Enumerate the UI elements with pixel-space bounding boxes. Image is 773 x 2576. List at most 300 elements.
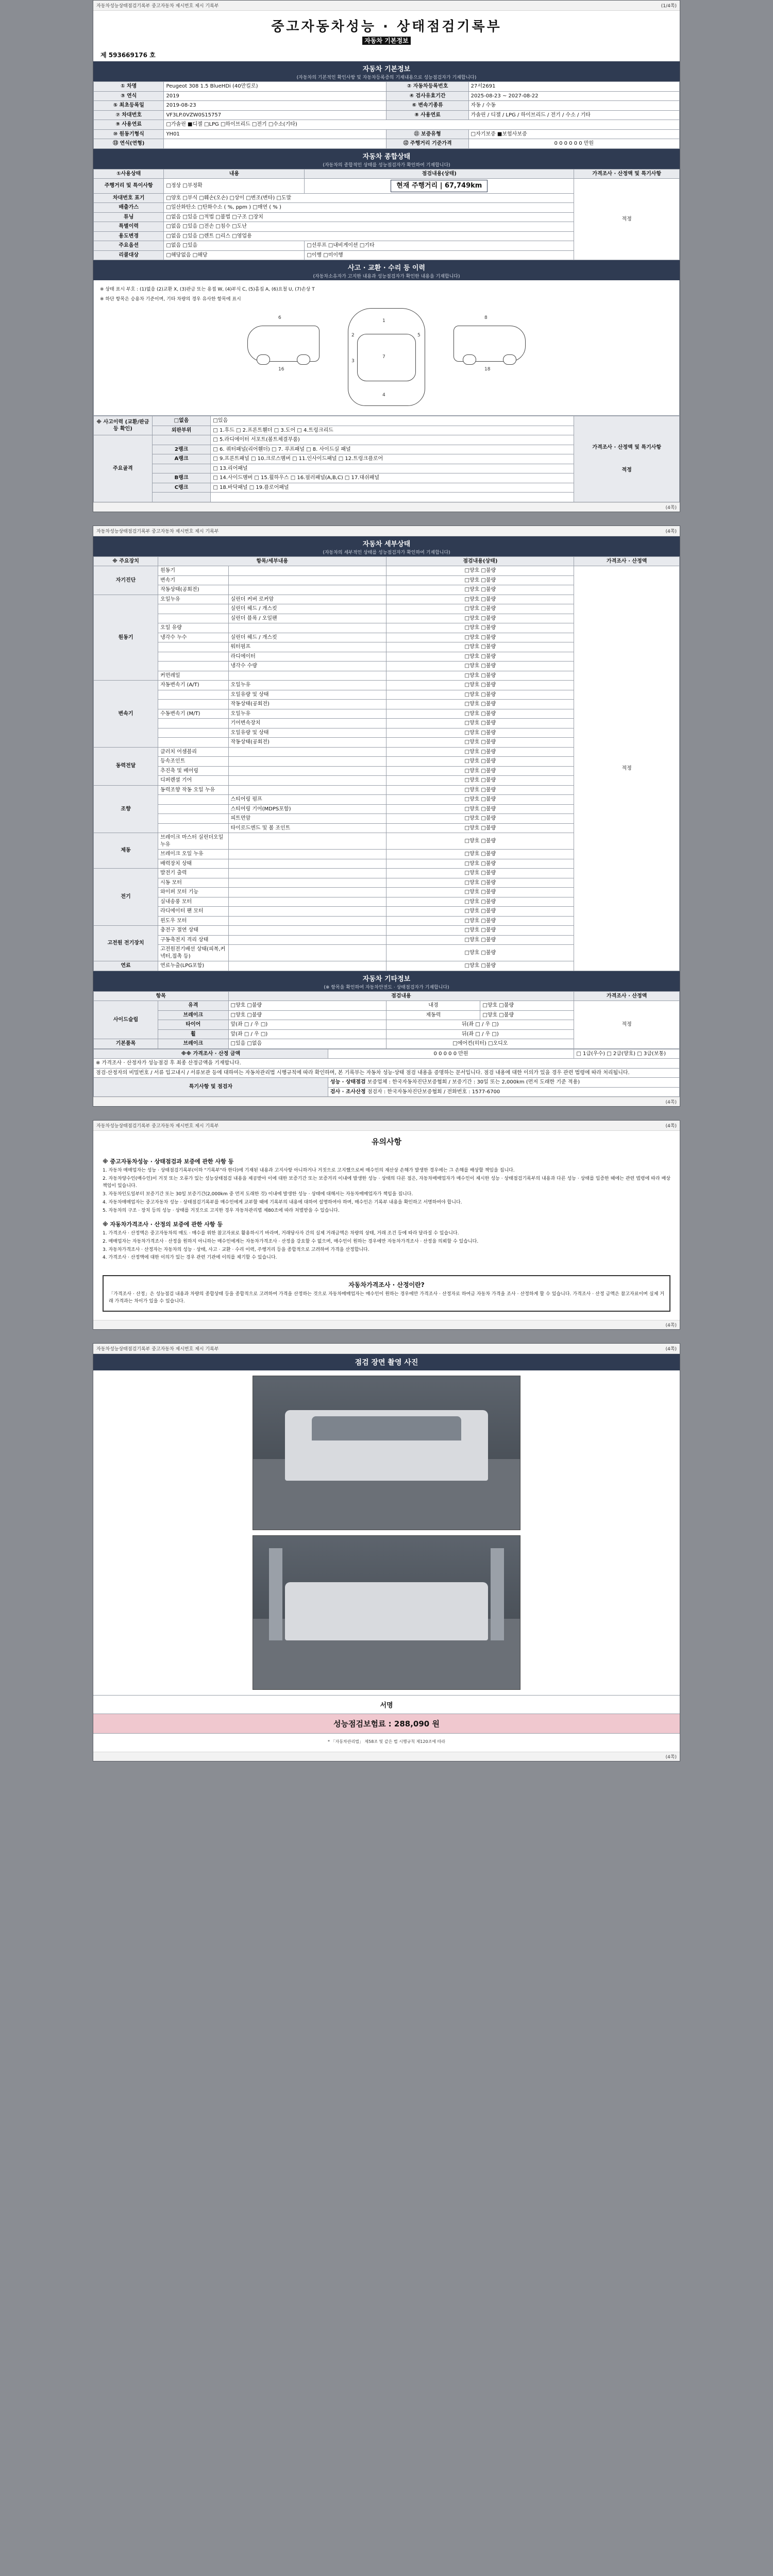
detail-subitem bbox=[228, 907, 386, 917]
section-band-overall bbox=[93, 149, 680, 169]
detail-subitem bbox=[228, 945, 386, 961]
detail-status-options[interactable]: □양호 □불량 bbox=[386, 662, 574, 671]
detail-subitem: 오일누유 bbox=[228, 681, 386, 690]
detail-subitem: 실린더 헤드 / 개스킷 bbox=[228, 604, 386, 614]
detail-status-options[interactable]: □양호 □불량 bbox=[386, 566, 574, 576]
detail-status-options[interactable]: □양호 □불량 bbox=[386, 859, 574, 869]
detail-status-options[interactable]: □양호 □불량 bbox=[386, 888, 574, 897]
etc-head-1: 점검내용 bbox=[228, 991, 574, 1001]
detail-subitem bbox=[228, 785, 386, 795]
detail-item bbox=[158, 642, 228, 652]
detail-group-0: 자기진단 bbox=[94, 566, 158, 595]
price-definition-title: 자동차가격조사 · 산정이란? bbox=[348, 1281, 425, 1289]
detail-status-options[interactable]: □양호 □불량 bbox=[386, 804, 574, 814]
detail-subitem bbox=[228, 859, 386, 869]
detail-subitem bbox=[228, 916, 386, 926]
guarantee-val-1: 점검자 : 한국자동차진단보증협회 / 전화번호 : 1577-6700 bbox=[367, 1089, 500, 1095]
detail-subitem bbox=[228, 897, 386, 907]
detail-status-options[interactable]: □양호 □불량 bbox=[386, 897, 574, 907]
car-diagram bbox=[247, 305, 526, 408]
detail-status-options[interactable]: □양호 □불량 bbox=[386, 757, 574, 767]
basic-value2-2: 자동 / 수동 bbox=[468, 101, 679, 111]
page-header-2-left: 자동차성능상태점검기록부 중고자동차 제시번호 제시 기록부 bbox=[96, 529, 219, 534]
basic-label2-0: ② 자동차등록번호 bbox=[386, 82, 468, 92]
table-row bbox=[94, 139, 680, 149]
overall-b-6: □없음 □있음 bbox=[164, 241, 305, 251]
page-header-2 bbox=[93, 526, 680, 536]
detail-status-options[interactable]: □양호 □불량 bbox=[386, 642, 574, 652]
rating-2[interactable]: □ 2급(양호) bbox=[607, 1050, 636, 1057]
overall-b-0: □정상 □부정확 bbox=[164, 179, 305, 194]
guarantee-key-1: 검사 · 조사산정 bbox=[330, 1089, 366, 1095]
etc-a-4: 기본품목 bbox=[94, 1039, 158, 1049]
detail-status-options[interactable]: □양호 □불량 bbox=[386, 961, 574, 971]
total-note: ※ 가격조사 · 산정자가 성능점검 후 최종 산정금액을 기재합니다. bbox=[94, 1059, 680, 1069]
rating-1[interactable]: □ 1급(우수) bbox=[576, 1050, 606, 1057]
detail-status-options[interactable]: □양호 □불량 bbox=[386, 738, 574, 748]
overall-b-3: □없음 □있음 □적법 □불법 □구조 □장치 bbox=[164, 212, 574, 222]
insurance-price-band bbox=[93, 1714, 680, 1734]
detail-item: 와이퍼 모터 기능 bbox=[158, 888, 228, 897]
table-head-row bbox=[94, 169, 680, 179]
detail-subitem: 오일누유 bbox=[228, 709, 386, 719]
guarantee-title: 특기사항 및 점검자 bbox=[94, 1078, 328, 1097]
detail-status-options[interactable]: □양호 □불량 bbox=[386, 614, 574, 623]
detail-item: 브레이크 오일 누유 bbox=[158, 850, 228, 859]
detail-status-options[interactable]: □양호 □불량 bbox=[386, 945, 574, 961]
overall-a-5: 용도변경 bbox=[94, 231, 164, 241]
detail-status-options[interactable]: □양호 □불량 bbox=[386, 604, 574, 614]
document-page-1 bbox=[93, 0, 680, 512]
detail-status-options[interactable]: □양호 □불량 bbox=[386, 776, 574, 786]
detail-item bbox=[158, 690, 228, 700]
table-head-row bbox=[94, 556, 680, 566]
section-title-etc: 자동차 기타정보 bbox=[362, 975, 411, 983]
detail-item bbox=[158, 662, 228, 671]
page-footer-2: (4쪽) bbox=[93, 1097, 680, 1106]
etc-d-2: 뒤(좌 □ / 우 □) bbox=[386, 1020, 574, 1030]
diagram-num-1: 1 bbox=[382, 318, 385, 324]
overall-a-0: 주행거리 및 특이사항 bbox=[94, 179, 164, 194]
detail-subitem: 작동상태(공회전) bbox=[228, 738, 386, 748]
notice-item: 3. 자동차가격조사 · 산정자는 자동차의 성능 · 상태, 사고 · 교환 · 수리 이력, 주행거리 등을 종합적으로 고려하여 가격을 산정합니다. bbox=[103, 1247, 369, 1252]
diagram-num-7: 7 bbox=[382, 354, 385, 360]
wheel-rear-right bbox=[503, 354, 516, 365]
detail-item: 동력조향 작동 오일 누유 bbox=[158, 785, 228, 795]
accident-rank-2: 2랭크 bbox=[152, 445, 211, 454]
section-band-detail bbox=[93, 536, 680, 556]
document-page-4 bbox=[93, 1343, 680, 1761]
section-note-accident: (자동차소유자가 고지한 내용과 성능점검자가 확인한 내용을 기재합니다) bbox=[313, 274, 460, 280]
section-note-basic: (자동차의 기본적인 확인사항 및 자동차등록증의 기재내용으로 성능점검자가 기재합니다) bbox=[296, 75, 477, 80]
detail-subitem bbox=[228, 935, 386, 945]
detail-state-table bbox=[93, 556, 680, 971]
detail-status-options[interactable]: □양호 □불량 bbox=[386, 747, 574, 757]
document-page-2 bbox=[93, 526, 680, 1107]
notice-item: 5. 자동차의 구조 · 장치 등의 성능 · 상태를 거짓으로 고지한 경우 자동차관리법 제80조에 따라 처벌받을 수 있습니다. bbox=[103, 1208, 340, 1213]
detail-subitem bbox=[228, 850, 386, 859]
accident-right-head-label: 가격조사 · 산정액 및 특기사항 bbox=[592, 445, 661, 451]
etc-c-2: 앞(좌 □ / 우 □) bbox=[228, 1020, 386, 1030]
accident-rank-1 bbox=[152, 435, 211, 445]
etc-e-1: □양호 □불량 bbox=[480, 1010, 574, 1020]
page-header-3-left: 자동차성능상태점검기록부 중고자동차 제시번호 제시 기록부 bbox=[96, 1124, 219, 1129]
etc-e-0: □양호 □불량 bbox=[480, 1001, 574, 1011]
wheel-front-left bbox=[257, 354, 270, 365]
page-header-left: 자동차성능상태점검기록부 중고자동차 제시번호 제시 기록부 bbox=[96, 4, 219, 9]
detail-item: 연료누출(LPG포함) bbox=[158, 961, 228, 971]
detail-subitem bbox=[228, 833, 386, 850]
overall-b-2: □일산화탄소 □탄화수소 ( %, ppm ) □매연 ( % ) bbox=[164, 203, 574, 213]
detail-status-options[interactable]: □양호 □불량 bbox=[386, 850, 574, 859]
basic-label-3: ⑦ 차대번호 bbox=[94, 110, 164, 120]
basic-value2-5: □자기보증 ■보험사보증 bbox=[468, 129, 679, 139]
detail-item: 변속기 bbox=[158, 575, 228, 585]
notice-heading-1: ※ 자동차가격조사 · 산정의 보증에 관한 사항 등 bbox=[103, 1221, 223, 1228]
detail-group-7: 고전원 전기장치 bbox=[94, 926, 158, 961]
detail-status-options[interactable]: □양호 □불량 bbox=[386, 833, 574, 850]
odometer-value: 현재 주행거리 | 67,749km bbox=[391, 180, 488, 192]
table-row bbox=[94, 129, 680, 139]
detail-status-options[interactable]: □양호 □불량 bbox=[386, 785, 574, 795]
etc-b-1: 브레이크 bbox=[158, 1010, 228, 1020]
detail-status-options[interactable]: □양호 □불량 bbox=[386, 907, 574, 917]
detail-subitem bbox=[228, 566, 386, 576]
overall-c-6: □선루프 □내비게이션 □기타 bbox=[305, 241, 574, 251]
photo-footer-note: * 「자동차관리법」 제58조 및 같은 법 시행규칙 제120조에 따라 bbox=[327, 1739, 446, 1744]
detail-item bbox=[158, 652, 228, 662]
photo-2-car-body bbox=[285, 1582, 488, 1640]
detail-price-value: 적정 bbox=[574, 566, 680, 971]
accident-part-1-items: □ 1.후드 □ 2.프론트휀더 □ 3.도어 □ 4.트렁크리드 bbox=[211, 426, 574, 435]
detail-group-8: 연료 bbox=[94, 961, 158, 971]
basic-value-5: YH01 bbox=[164, 129, 386, 139]
section-band-etc bbox=[93, 971, 680, 991]
detail-subitem: 라디에이터 bbox=[228, 652, 386, 662]
wheel-front-right bbox=[463, 354, 476, 365]
detail-subitem bbox=[228, 623, 386, 633]
basic-label2-3: ⑧ 사용연료 bbox=[386, 110, 468, 120]
etc-d-3: 뒤(좌 □ / 우 □) bbox=[386, 1029, 574, 1039]
guarantee-row-1 bbox=[328, 1087, 679, 1097]
notice-item: 1. 자동차 매매업자는 성능 · 상태점검기록부(이하 "기록부"라 한다)에 기재된 내용과 고지사항 아니하거나 거짓으로 고지했으로써 매수인의 재산상 손해가 발생한 경우에는 그 손해를 배상할 책임을 집니다. bbox=[103, 1168, 515, 1174]
basic-label2-2: ⑥ 변속기종류 bbox=[386, 101, 468, 111]
detail-subitem: 스티어링 펌프 bbox=[228, 795, 386, 805]
detail-subitem: 실린더 커버 로커암 bbox=[228, 595, 386, 604]
table-row bbox=[94, 110, 680, 120]
detail-status-options[interactable]: □양호 □불량 bbox=[386, 633, 574, 642]
detail-subitem: 오일유량 및 상태 bbox=[228, 728, 386, 738]
page-subtitle-main: 자동차 기본정보 bbox=[362, 37, 410, 45]
wheel-rear-left bbox=[297, 354, 310, 365]
basic-value2-6: 0 0 0 0 0 0 만원 bbox=[468, 139, 679, 149]
detail-item bbox=[158, 738, 228, 748]
detail-status-options[interactable]: □양호 □불량 bbox=[386, 719, 574, 728]
detail-subitem: 피트먼암 bbox=[228, 814, 386, 824]
photo-1-car-glass bbox=[312, 1416, 461, 1441]
etc-a-0: 사이드슬립 bbox=[94, 1001, 158, 1039]
detail-item bbox=[158, 804, 228, 814]
photo-section-band: 점검 장면 촬영 사진 bbox=[93, 1354, 680, 1370]
detail-subitem bbox=[228, 757, 386, 767]
detail-subitem: 실린더 블록 / 오일팬 bbox=[228, 614, 386, 623]
accident-part-label-2: 주요골격 bbox=[94, 435, 153, 502]
basic-value-3: VF3LP.0VZW0S15757 bbox=[164, 110, 386, 120]
accident-rank-7-items bbox=[211, 493, 574, 502]
page-header-4-right: (4쪽) bbox=[665, 1347, 677, 1352]
page-header-3 bbox=[93, 1121, 680, 1131]
inspection-photo-1 bbox=[253, 1376, 520, 1530]
detail-item: 발전기 출력 bbox=[158, 869, 228, 878]
etc-f-0: 적정 bbox=[574, 1001, 680, 1049]
detail-subitem bbox=[228, 585, 386, 595]
detail-item: 고전원전기배선 상태(피복,커넥터,접촉 등) bbox=[158, 945, 228, 961]
accident-rank-7 bbox=[152, 493, 211, 502]
section-title-basic: 자동차 기본정보 bbox=[362, 65, 411, 73]
etc-b-2: 타이어 bbox=[158, 1020, 228, 1030]
etc-d-4: □에어컨(히터) □오디오 bbox=[386, 1039, 574, 1049]
insurance-price-value: 288,090 원 bbox=[394, 1719, 440, 1729]
table-row bbox=[94, 120, 680, 130]
accident-left-title: ※ 사고이력 (교환/판금 등 확인) bbox=[94, 416, 153, 435]
accident-rank-5: B랭크 bbox=[152, 473, 211, 483]
table-row bbox=[94, 179, 680, 194]
detail-group-5: 제동 bbox=[94, 833, 158, 869]
table-row bbox=[94, 91, 680, 101]
page-title: 중고자동차성능 · 상태점검기록부 bbox=[271, 19, 502, 35]
basic-label-2: ⑤ 최초등록일 bbox=[94, 101, 164, 111]
signature-band: 서명 bbox=[93, 1695, 680, 1714]
table-row bbox=[94, 1078, 680, 1088]
basic-label-1: ③ 연식 bbox=[94, 91, 164, 101]
detail-status-options[interactable]: □양호 □불량 bbox=[386, 728, 574, 738]
detail-item: 윈도우 모터 bbox=[158, 916, 228, 926]
overall-b-4: □없음 □있음 □전손 □침수 □도난 bbox=[164, 222, 574, 232]
etc-head-3: 가격조사 · 산정액 bbox=[574, 991, 680, 1001]
overall-head-1: 내용 bbox=[164, 169, 305, 179]
total-price-table bbox=[93, 1049, 680, 1097]
accident-rank-6-items: □ 18.바닥패널 □ 19.플로어패널 bbox=[211, 483, 574, 493]
diagram-num-2: 2 bbox=[351, 333, 355, 338]
accident-have: □있음 bbox=[211, 416, 574, 426]
detail-status-options[interactable]: □양호 □불량 bbox=[386, 709, 574, 719]
overall-a-4: 특별이력 bbox=[94, 222, 164, 232]
overall-c-0 bbox=[305, 179, 574, 194]
overall-b-5: □없음 □있음 □렌트 □리스 □영업용 bbox=[164, 231, 574, 241]
detail-subitem bbox=[228, 869, 386, 878]
detail-status-options[interactable]: □양호 □불량 bbox=[386, 795, 574, 805]
etc-head-0: 항목 bbox=[94, 991, 229, 1001]
overall-b-7: □해당없음 □해당 bbox=[164, 250, 305, 260]
notice-title: 유의사항 bbox=[372, 1137, 401, 1147]
detail-group-1: 원동기 bbox=[94, 595, 158, 681]
page-header-4 bbox=[93, 1344, 680, 1354]
accident-rank-4-items: □ 13.리어패널 bbox=[211, 464, 574, 473]
table-row bbox=[94, 416, 680, 426]
guarantee-val-0: 보증업체 : 한국자동차진단보증협회 / 보증기간 : 30일 또는 2,000km (먼저 도래한 기준 적용) bbox=[367, 1079, 580, 1086]
detail-item: 구동축전지 격리 상태 bbox=[158, 935, 228, 945]
etc-c-4: □있음 □없음 bbox=[228, 1039, 386, 1049]
notice-heading-0: ※ 중고자동차성능 · 상태점검과 보증에 관한 사항 등 bbox=[103, 1158, 234, 1165]
basic-value-0: Peugeot 308 1.5 BlueHDi (40만킬로) bbox=[164, 82, 386, 92]
table-row bbox=[94, 1001, 680, 1011]
section-title-overall: 자동차 종합상태 bbox=[362, 152, 411, 161]
notice-item: 4. 가격조사 · 산정액에 대한 이의가 있는 경우 관련 기관에 이의를 제기할 수 있습니다. bbox=[103, 1255, 277, 1261]
detail-item: 등속조인트 bbox=[158, 757, 228, 767]
detail-item: 냉각수 누수 bbox=[158, 633, 228, 642]
overall-head-2: 점검내용(상태) bbox=[305, 169, 574, 179]
detail-item: 자동변속기 (A/T) bbox=[158, 681, 228, 690]
registration-number-row bbox=[93, 49, 680, 61]
detail-status-options[interactable]: □양호 □불량 bbox=[386, 690, 574, 700]
detail-status-options[interactable]: □양호 □불량 bbox=[386, 681, 574, 690]
detail-item bbox=[158, 614, 228, 623]
overall-b-1: □양호 □부식 □훼손(오손) □상이 □변조(변타) □도말 bbox=[164, 193, 574, 203]
etc-d-1: 제동력 bbox=[386, 1010, 480, 1020]
detail-item: 충전구 절연 상태 bbox=[158, 926, 228, 936]
detail-item: 클러치 어셈블리 bbox=[158, 747, 228, 757]
detail-item: 디퍼렌셜 기어 bbox=[158, 776, 228, 786]
price-definition-body: 「가격조사 · 산정」은 성능점검 내용과 차량의 종합상태 등을 종합적으로 고려하여 가격을 산정하는 것으로 자동차매매업자는 매수인이 원하는 경우에만 가격조사 · 산정자로 하여금 자동차 가격을 조사 · 산정하게 할 수 있습니다. 가격조사 · 산정 금액은 참고자료이며 실제 거래 가격과는 차이가 있을 수 있습니다. bbox=[109, 1292, 664, 1304]
section-note-detail: (자동차의 세부적인 상태를 성능점검자가 확인하여 기재합니다) bbox=[323, 550, 450, 555]
detail-status-options[interactable]: □양호 □불량 bbox=[386, 823, 574, 833]
basic-value-2: 2019-08-23 bbox=[164, 101, 386, 111]
overall-a-2: 배출가스 bbox=[94, 203, 164, 213]
accident-rank-6: C랭크 bbox=[152, 483, 211, 493]
detail-status-options[interactable]: □양호 □불량 bbox=[386, 595, 574, 604]
page-header-4-left: 자동차성능상태점검기록부 중고자동차 제시번호 제시 기록부 bbox=[96, 1347, 219, 1352]
detail-status-options[interactable]: □양호 □불량 bbox=[386, 935, 574, 945]
detail-subitem bbox=[228, 961, 386, 971]
detail-item bbox=[158, 700, 228, 709]
etc-c-0: □양호 □불량 bbox=[228, 1001, 386, 1011]
document-page-3 bbox=[93, 1120, 680, 1330]
diagram-num-3: 3 bbox=[351, 359, 355, 364]
table-head-row bbox=[94, 991, 680, 1001]
detail-item: 커먼레일 bbox=[158, 671, 228, 681]
table-row bbox=[94, 1068, 680, 1078]
page-footer-4: (4쪽) bbox=[93, 1752, 680, 1761]
etc-c-1: □양호 □불량 bbox=[228, 1010, 386, 1020]
table-row bbox=[94, 1059, 680, 1069]
detail-subitem: 냉각수 수량 bbox=[228, 662, 386, 671]
basic-value2-3: 가솔린 / 디젤 / LPG / 하이브리드 / 전기 / 수소 / 기타 bbox=[468, 110, 679, 120]
detail-subitem bbox=[228, 671, 386, 681]
detail-subitem bbox=[228, 575, 386, 585]
photo-2-pillar-right bbox=[491, 1548, 504, 1640]
page-header-3-right: (4쪽) bbox=[665, 1124, 677, 1129]
detail-item: 수동변속기 (M/T) bbox=[158, 709, 228, 719]
detail-status-options[interactable]: □양호 □불량 bbox=[386, 575, 574, 585]
accident-rank-3: A랭크 bbox=[152, 454, 211, 464]
section-band-basic bbox=[93, 61, 680, 81]
basic-label-0: ① 차명 bbox=[94, 82, 164, 92]
reg-no-label: 제 bbox=[100, 52, 107, 59]
detail-status-options[interactable]: □양호 □불량 bbox=[386, 814, 574, 824]
detail-item: 브레이크 마스터 실린더오일 누유 bbox=[158, 833, 228, 850]
detail-group-4: 조향 bbox=[94, 785, 158, 833]
overall-d-0: 적정 bbox=[574, 179, 680, 260]
notice-item: 1. 가격조사 · 산정액은 중고자동차의 매도 · 매수를 위한 참고자료로 활용하시기 바라며, 거래당사자 간의 실제 거래금액은 차량의 상태, 거래 조건 등에 따라 달라질 수 있습니다. bbox=[103, 1230, 459, 1236]
detail-subitem bbox=[228, 888, 386, 897]
detail-item bbox=[158, 814, 228, 824]
detail-subitem: 실린더 헤드 / 개스킷 bbox=[228, 633, 386, 642]
basic-label2-1: ④ 검사유효기간 bbox=[386, 91, 468, 101]
detail-item bbox=[158, 604, 228, 614]
guarantee-row-0 bbox=[328, 1078, 679, 1088]
accident-none: □없음 bbox=[152, 416, 211, 426]
overall-head-0: ①사용상태 bbox=[94, 169, 164, 179]
etc-b-0: 유격 bbox=[158, 1001, 228, 1011]
detail-status-options[interactable]: □양호 □불량 bbox=[386, 869, 574, 878]
basic-value-6 bbox=[164, 139, 386, 149]
section-title-accident: 사고 · 교환 · 수리 등 이력 bbox=[347, 264, 426, 273]
detail-status-options[interactable]: □양호 □불량 bbox=[386, 766, 574, 776]
section-band-accident bbox=[93, 260, 680, 280]
accident-rank-4 bbox=[152, 464, 211, 473]
detail-group-3: 동력전달 bbox=[94, 747, 158, 785]
notice-item: 2. 매매업자는 자동차가격조사 · 산정을 원하지 아니하는 매수인에게는 자동차가격조사 · 산정을 강요할 수 없으며, 매수인이 원하는 경우에만 자동차가격조사 · 산정을 의뢰할 수 있습니다. bbox=[103, 1239, 479, 1244]
detail-head-0: ※ 주요장치 bbox=[94, 556, 158, 566]
etc-d-0: 내경 bbox=[386, 1001, 480, 1011]
page-footer-3: (4쪽) bbox=[93, 1320, 680, 1329]
section-title-detail: 자동차 세부상태 bbox=[362, 540, 411, 548]
detail-subitem bbox=[228, 776, 386, 786]
detail-status-options[interactable]: □양호 □불량 bbox=[386, 700, 574, 709]
detail-item: 오일누유 bbox=[158, 595, 228, 604]
rating-3[interactable]: □ 3급(보통) bbox=[637, 1050, 666, 1057]
guarantee-key-0: 성능 · 상태점검 bbox=[330, 1079, 366, 1086]
page-header bbox=[93, 1, 680, 11]
accident-rank-1-items: □ 5.라디에이터 서포트(볼트체결부품) bbox=[211, 435, 574, 445]
detail-item bbox=[158, 719, 228, 728]
basic-label-4: ⑨ 사용연료 bbox=[94, 120, 164, 130]
accident-rank-5-items: □ 14.사이드멤버 □ 15.휠하우스 □ 16.필러패널(A,B,C) □ 17.대쉬패널 bbox=[211, 473, 574, 483]
basic-label-6: ⑬ 연식(연형) bbox=[94, 139, 164, 149]
detail-status-options[interactable]: □양호 □불량 bbox=[386, 916, 574, 926]
detail-item: 시동 모터 bbox=[158, 878, 228, 888]
diagram-num-16: 16 bbox=[278, 367, 284, 372]
reg-no-value: 593669176 bbox=[108, 52, 147, 59]
basic-label2-6: ⑫ 주행거리 기준가격 bbox=[386, 139, 468, 149]
notice-item: 4. 자동차매매업자는 중고자동차 성능 · 상태점검기록부를 매수인에게 교부할 때에 기록부의 내용에 대하여 설명하여야 하며, 매수인은 기록부 내용을 확인하고 서명하여야 합니다. bbox=[103, 1199, 462, 1205]
table-row bbox=[94, 82, 680, 92]
price-definition-box bbox=[103, 1275, 670, 1312]
accident-diagram-area bbox=[93, 280, 680, 416]
page-header-right: (1/4쪽) bbox=[661, 4, 677, 9]
detail-status-options[interactable]: □양호 □불량 bbox=[386, 671, 574, 681]
detail-status-options[interactable]: □양호 □불량 bbox=[386, 585, 574, 595]
table-row bbox=[94, 566, 680, 576]
detail-item: 원동기 bbox=[158, 566, 228, 576]
total-ratings bbox=[574, 1049, 680, 1059]
accident-note-2: ※ 하단 항목은 승용차 기준이며, 기타 차량의 경우 유사한 항목에 표시 bbox=[100, 297, 241, 302]
detail-subitem bbox=[228, 766, 386, 776]
basic-value-1: 2019 bbox=[164, 91, 386, 101]
detail-subitem: 오일유량 및 상태 bbox=[228, 690, 386, 700]
detail-item bbox=[158, 795, 228, 805]
detail-status-options[interactable]: □양호 □불량 bbox=[386, 652, 574, 662]
basic-value-4: □가솔린 ■디젤 □LPG □하이브리드 □전기 □수소(기타) bbox=[164, 120, 680, 130]
page-header-2-right: (4쪽) bbox=[665, 529, 677, 534]
inspection-photo-2 bbox=[253, 1535, 520, 1690]
detail-status-options[interactable]: □양호 □불량 bbox=[386, 926, 574, 936]
accident-rank-2-items: □ 6. 쿼터패널(리어휀더) □ 7. 루프패널 □ 8. 사이드실 패널 bbox=[211, 445, 574, 454]
overall-a-3: 튜닝 bbox=[94, 212, 164, 222]
detail-status-options[interactable]: □양호 □불량 bbox=[386, 623, 574, 633]
overall-a-7: 리콜대상 bbox=[94, 250, 164, 260]
detail-status-options[interactable]: □양호 □불량 bbox=[386, 878, 574, 888]
